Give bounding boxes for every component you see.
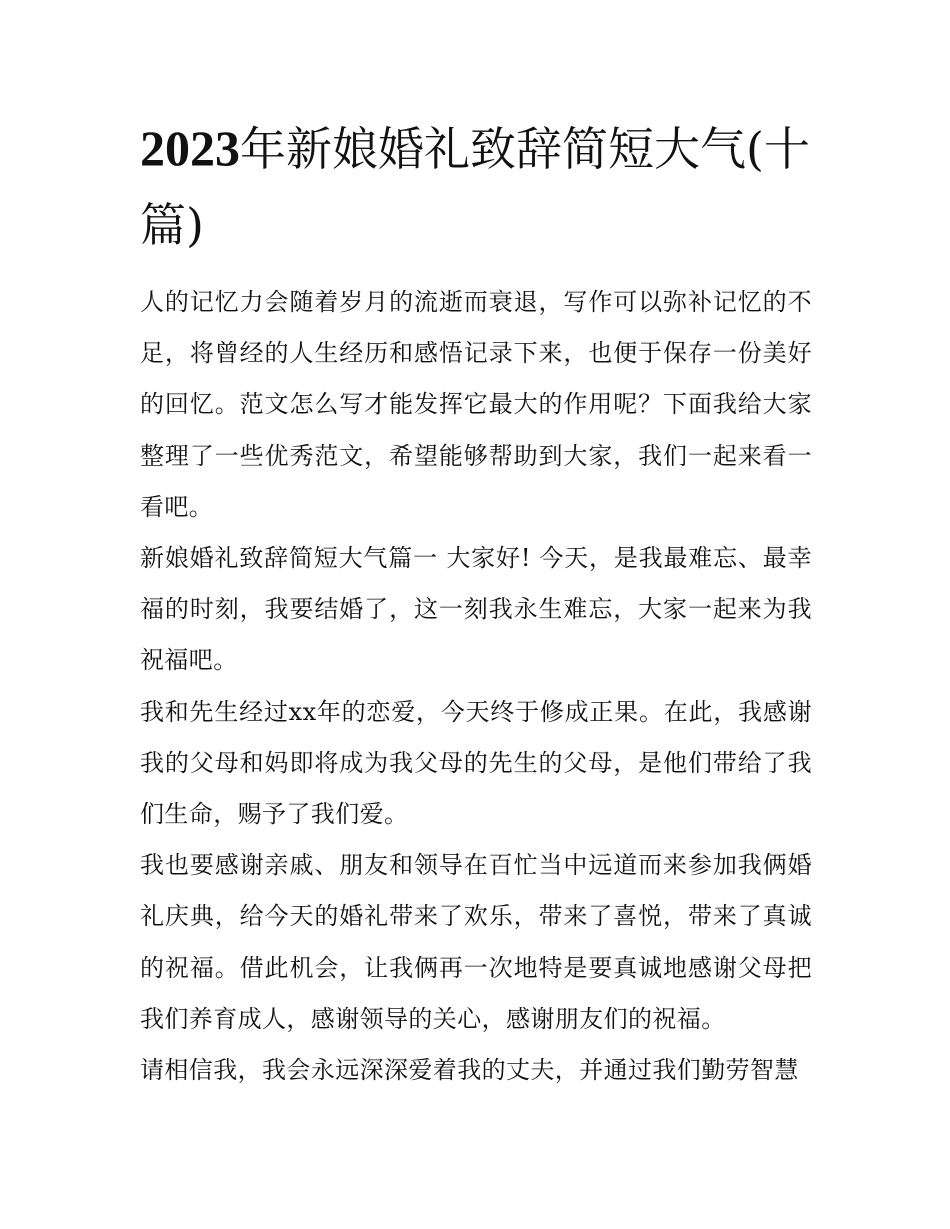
- paragraph-promise: 请相信我，我会永远深深爱着我的丈夫，并通过我们勤劳智慧: [140, 1056, 799, 1085]
- paragraph-intro: 人的记忆力会随着岁月的流逝而衰退，写作可以弥补记忆的不足，将曾经的人生经历和感悟记录下来，也便于保存一份美好的回忆。范文怎么写才能发挥它最大的作用呢？下面我给大家整理了一些优秀范文，希望能够帮助到大家，我们一起来看一看吧。: [140, 288, 812, 521]
- paragraph-thanks-guests: 我也要感谢亲戚、朋友和领导在百忙当中远道而来参加我俩婚礼庆典，给今天的婚礼带来了欢乐，带来了喜悦，带来了真诚的祝福。借此机会，让我俩再一次地特是要真诚地感谢父母把我们养育成人，感谢领导的关心，感谢朋友们的祝福。: [140, 851, 812, 1033]
- document-page: [140, 110, 812, 1096]
- document-body: [140, 277, 812, 1096]
- document-title: [140, 110, 812, 263]
- paragraph-greeting: 新娘婚礼致辞简短大气篇一 大家好! 今天，是我最难忘、最幸福的时刻，我要结婚了，这一刻我永生难忘，大家一起来为我祝福吧。: [140, 544, 812, 675]
- title-year: 2023: [140, 120, 240, 176]
- title-text: 年新娘婚礼致辞简短大气(十篇): [140, 122, 810, 252]
- paragraph-thanks-parents: 我和先生经过xx年的恋爱，今天终于修成正果。在此，我感谢我的父母和妈即将成为我父母的先生的父母，是他们带给了我们生命，赐予了我们爱。: [140, 697, 812, 829]
